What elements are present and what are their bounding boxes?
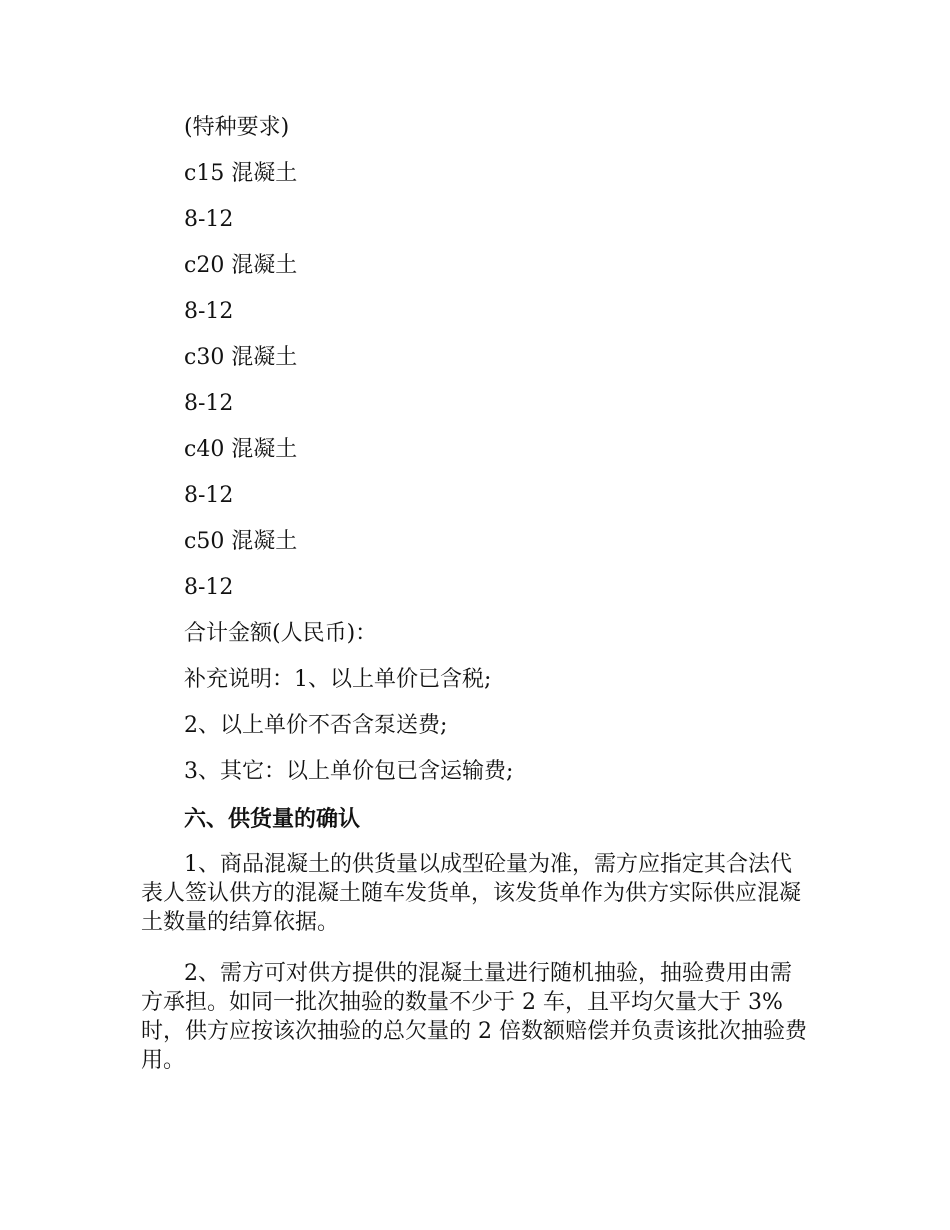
- text-line-c50-slump: 8-12: [184, 575, 234, 600]
- text-line-note-2: 2、以上单价不否含泵送费;: [184, 713, 448, 738]
- paragraph-random-inspection: 2、需方可对供方提供的混凝土量进行随机抽验，抽验费用由需方承担。如同一批次抽验的数量不少于 2 车，且平均欠量大于 3%时，供方应按该次抽验的总欠量的 2 倍数额赔偿并负责该批次抽验费用。: [141, 961, 807, 1073]
- text-line-total-amount: 合计金额(人民币)：: [184, 621, 378, 646]
- text-line-c20-slump: 8-12: [184, 299, 234, 324]
- text-line-special-requirements: (特种要求): [184, 115, 290, 140]
- text-line-c40: c40 混凝土: [184, 437, 298, 462]
- text-line-c20: c20 混凝土: [184, 253, 298, 278]
- text-line-note-1: 补充说明：1、以上单价已含税;: [184, 667, 492, 692]
- text-line-c30-slump: 8-12: [184, 391, 234, 416]
- text-line-c15-slump: 8-12: [184, 207, 234, 232]
- text-line-c30: c30 混凝土: [184, 345, 298, 370]
- text-line-c15: c15 混凝土: [184, 161, 298, 186]
- text-line-c50: c50 混凝土: [184, 529, 298, 554]
- text-line-c40-slump: 8-12: [184, 483, 234, 508]
- section-heading: 六、供货量的确认: [184, 806, 361, 832]
- text-line-note-3: 3、其它：以上单价包已含运输费;: [184, 759, 514, 784]
- paragraph-supply-quantity: 1、商品混凝土的供货量以成型砼量为准，需方应指定其合法代表人签认供方的混凝土随车发货单，该发货单作为供方实际供应混凝土数量的结算依据。: [141, 852, 802, 935]
